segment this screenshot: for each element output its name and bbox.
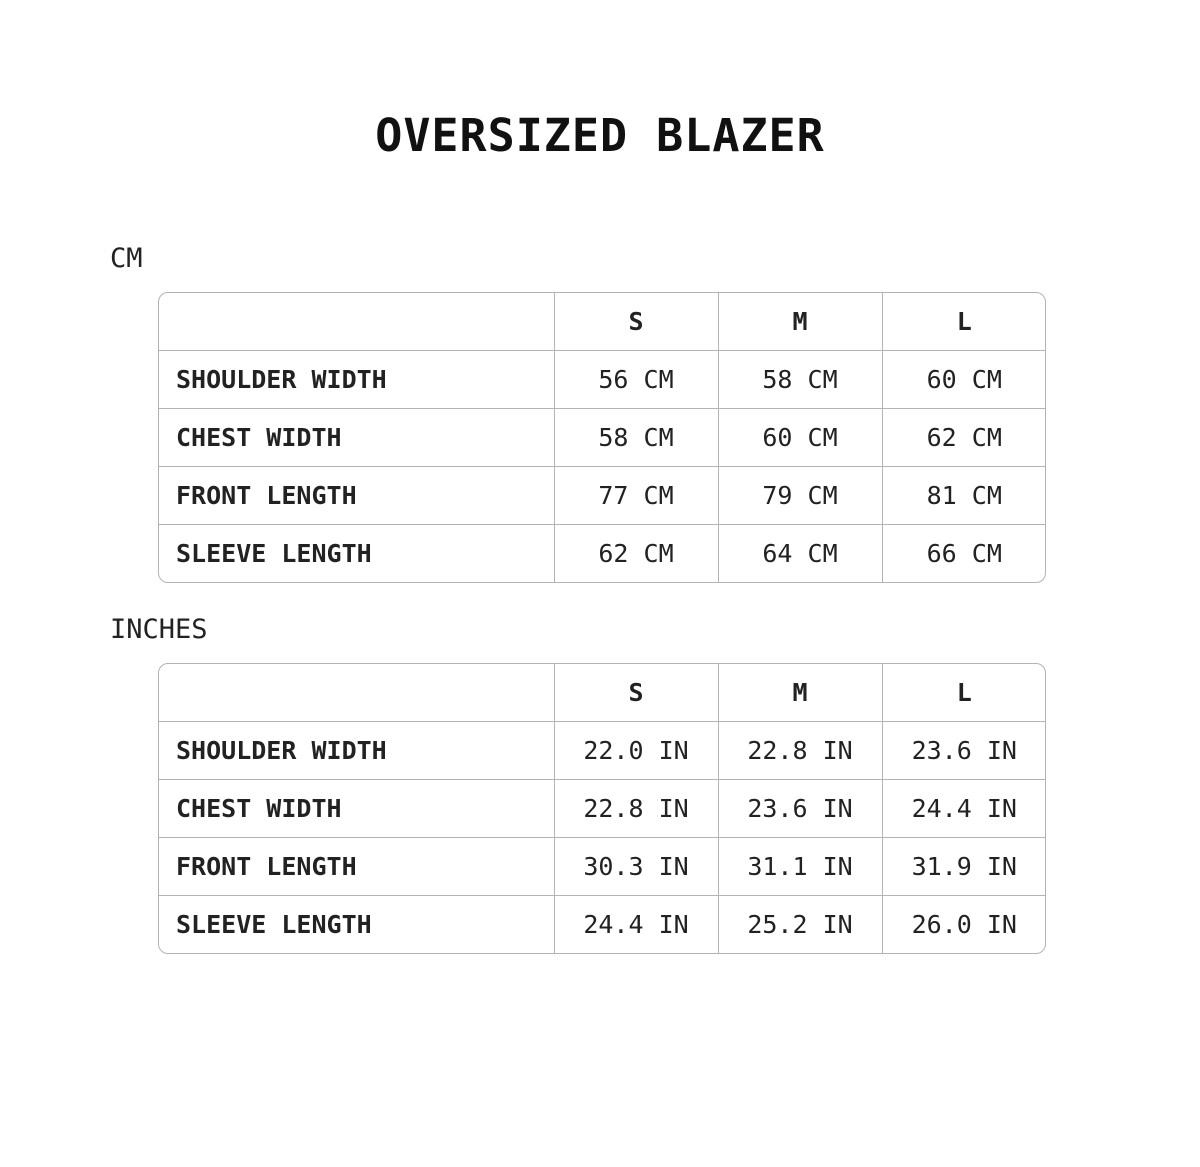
cell-value: 60 CM [882,351,1046,409]
header-size-l: L [882,664,1046,722]
cell-value: 23.6 IN [718,780,882,838]
cell-value: 62 CM [554,525,718,583]
header-size-s: S [554,293,718,351]
cell-value: 62 CM [882,409,1046,467]
table-row [159,896,1046,954]
table-header-row [159,664,1046,722]
inches-section-label: INCHES [110,614,208,645]
cell-value: 25.2 IN [718,896,882,954]
row-label: FRONT LENGTH [159,467,554,525]
cell-value: 56 CM [554,351,718,409]
header-empty [159,664,554,722]
table-row [159,525,1046,583]
row-label: SHOULDER WIDTH [159,722,554,780]
cell-value: 23.6 IN [882,722,1046,780]
cell-value: 22.8 IN [554,780,718,838]
row-label: SLEEVE LENGTH [159,525,554,583]
cell-value: 81 CM [882,467,1046,525]
cell-value: 24.4 IN [554,896,718,954]
table-row [159,351,1046,409]
cell-value: 22.8 IN [718,722,882,780]
table-row [159,409,1046,467]
table-row [159,780,1046,838]
cell-value: 30.3 IN [554,838,718,896]
cell-value: 64 CM [718,525,882,583]
cell-value: 24.4 IN [882,780,1046,838]
row-label: CHEST WIDTH [159,409,554,467]
cell-value: 31.1 IN [718,838,882,896]
cell-value: 60 CM [718,409,882,467]
row-label: SLEEVE LENGTH [159,896,554,954]
cell-value: 58 CM [718,351,882,409]
cell-value: 26.0 IN [911,910,1017,939]
cell-value: 66 CM [926,539,1002,568]
cell-value: 31.9 IN [882,838,1046,896]
header-size-l: L [882,293,1046,351]
cell-value: 58 CM [554,409,718,467]
cell-value: 77 CM [554,467,718,525]
cm-section-label: CM [110,243,143,274]
header-empty [159,293,554,351]
cell-value: 22.0 IN [554,722,718,780]
table-row [159,722,1046,780]
row-label: CHEST WIDTH [159,780,554,838]
cell-value: 79 CM [718,467,882,525]
row-label: FRONT LENGTH [159,838,554,896]
page-title: OVERSIZED BLAZER [375,109,825,162]
inches-size-table [158,663,1046,954]
table-header-row [159,293,1046,351]
header-size-m: M [718,293,882,351]
header-size-s: S [554,664,718,722]
table-row [159,838,1046,896]
table-row [159,467,1046,525]
header-size-m: M [718,664,882,722]
cm-size-table [158,292,1046,583]
row-label: SHOULDER WIDTH [159,351,554,409]
